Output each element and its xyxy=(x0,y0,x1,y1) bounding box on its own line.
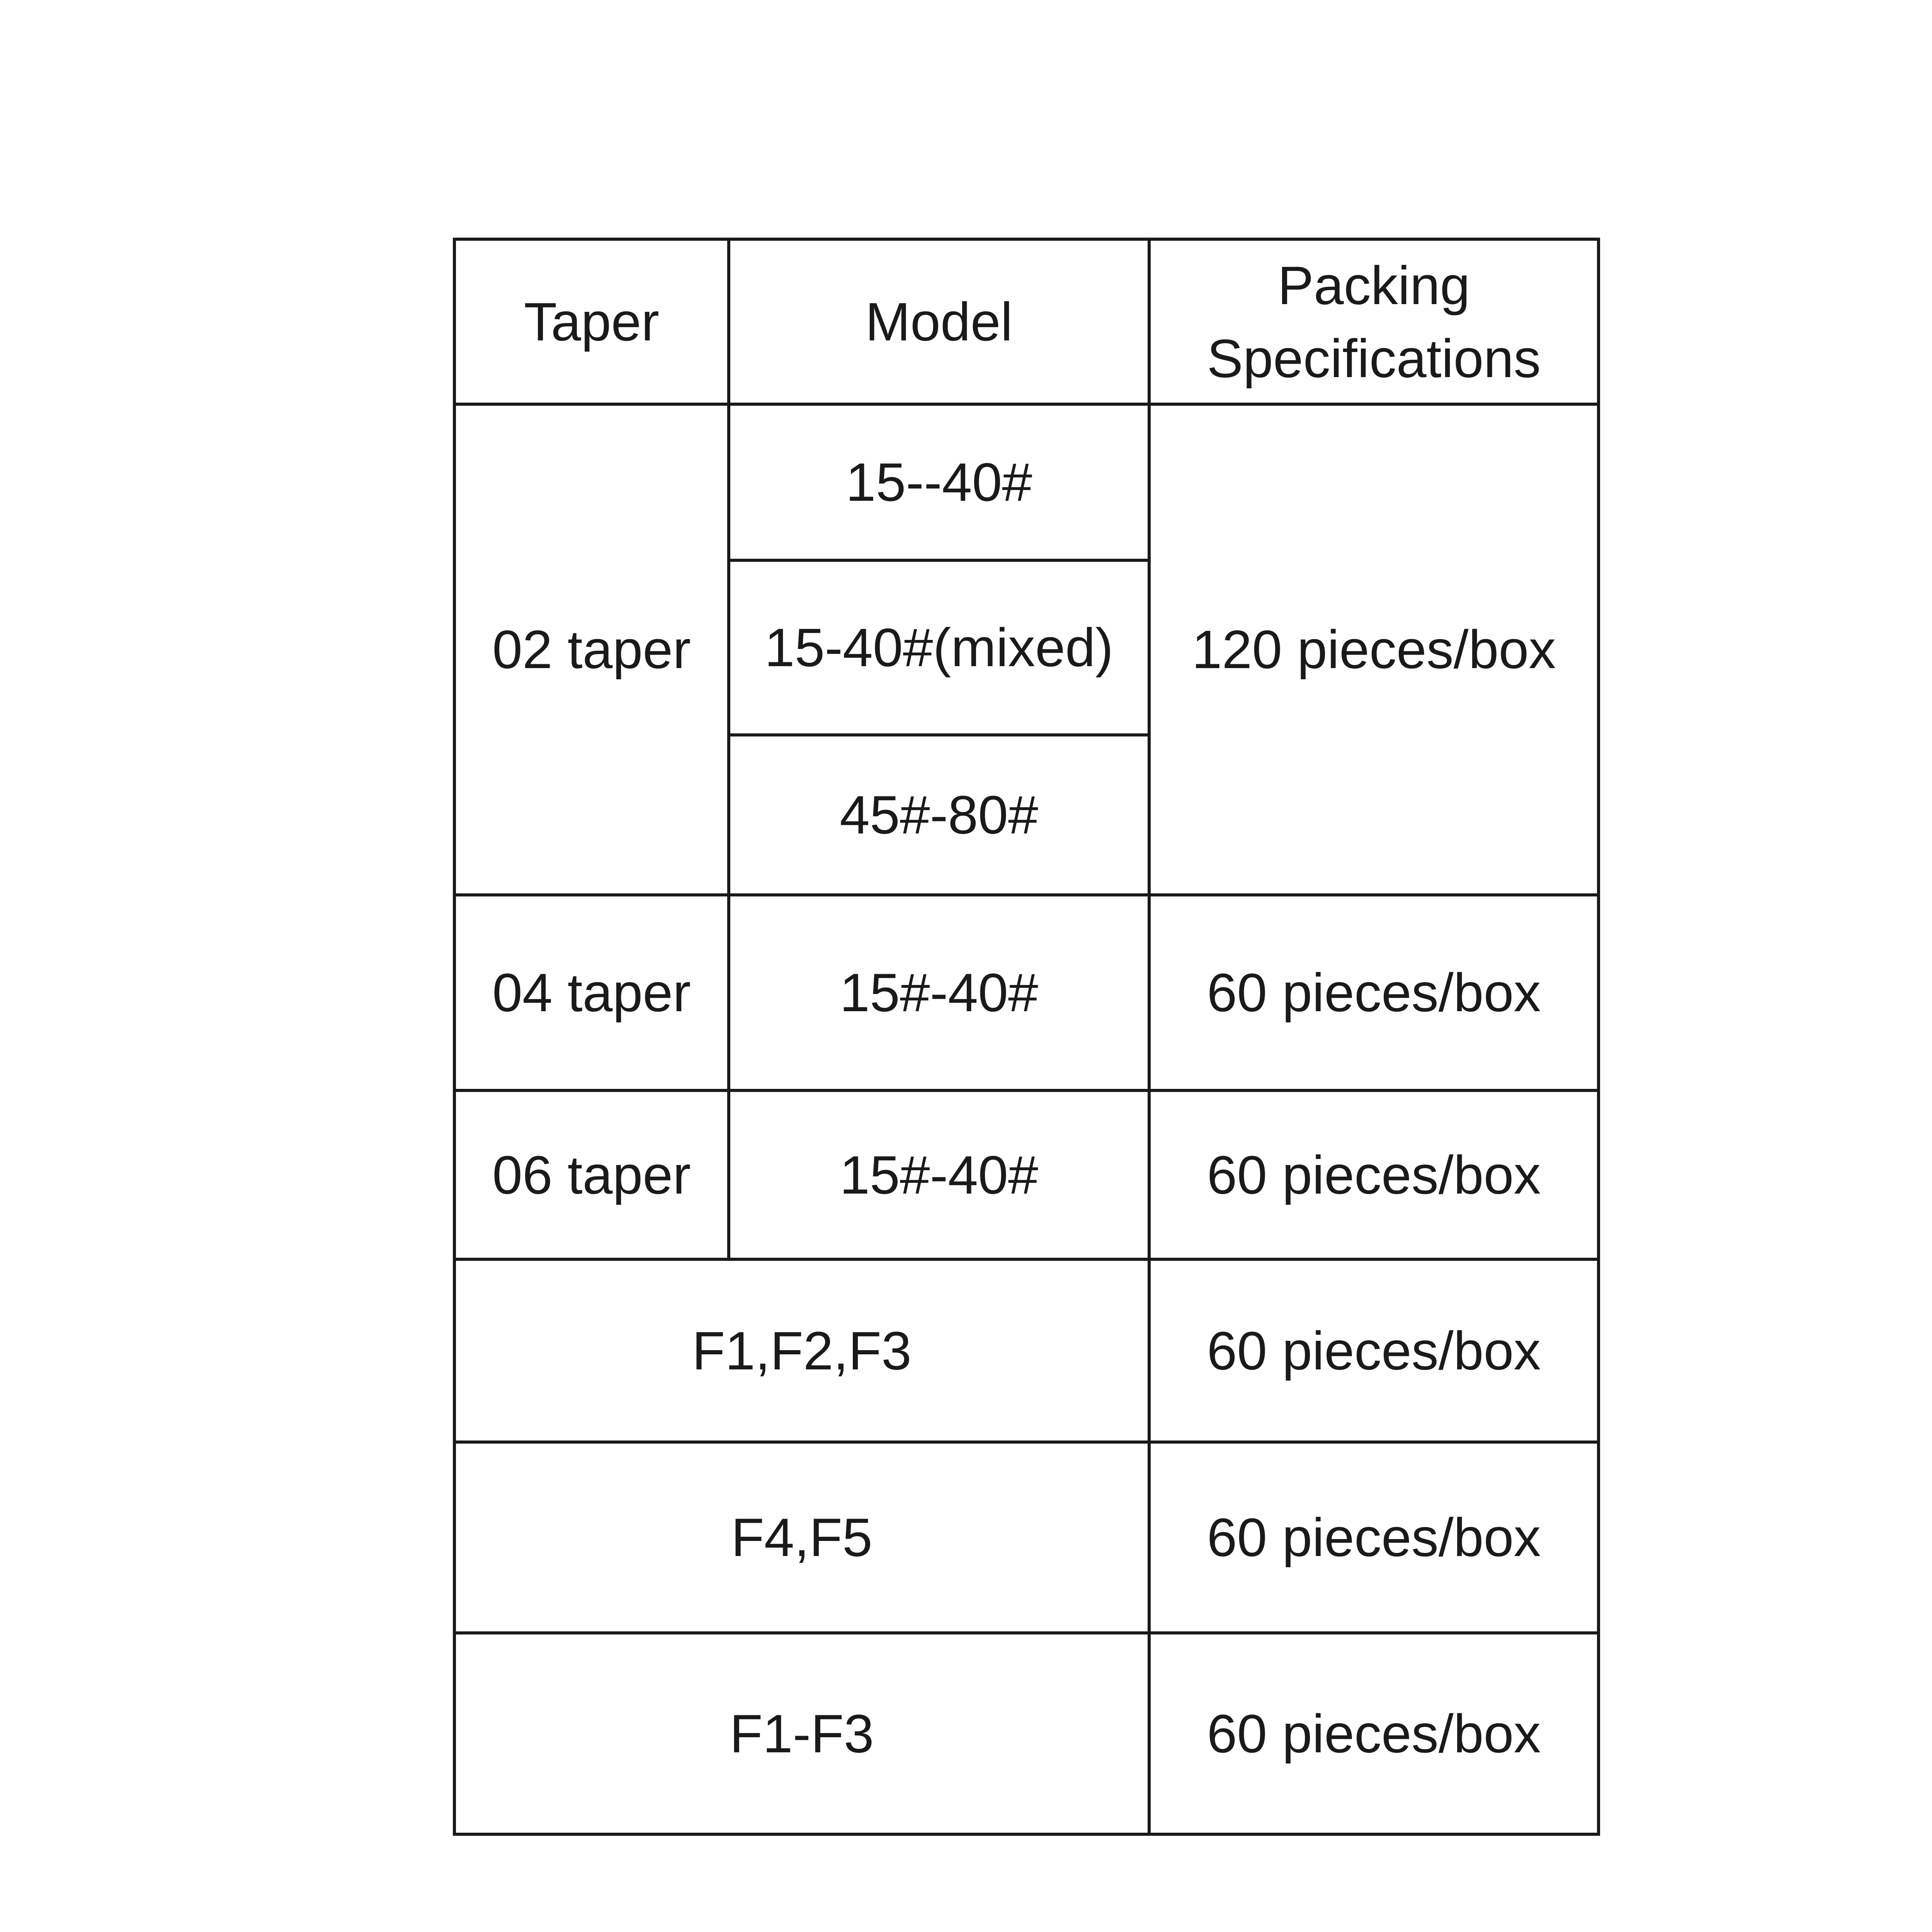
table-row xyxy=(454,895,1599,1090)
cell-taper-02: 02 taper xyxy=(454,404,729,895)
cell-model-f4-f5: F4,F5 xyxy=(454,1442,1149,1633)
cell-model-f1-f2-f3: F1,F2,F3 xyxy=(454,1259,1149,1442)
header-packing xyxy=(1149,239,1599,404)
cell-model-02-c: 45#-80# xyxy=(729,735,1149,895)
cell-packing-f4-f5: 60 pieces/box xyxy=(1149,1442,1599,1633)
cell-packing-02: 120 pieces/box xyxy=(1149,404,1599,895)
table-row xyxy=(454,1633,1599,1834)
header-taper xyxy=(454,239,729,404)
table-row xyxy=(454,1259,1599,1442)
cell-packing-f1-f3: 60 pieces/box xyxy=(1149,1633,1599,1834)
cell-taper-06: 06 taper xyxy=(454,1090,729,1259)
cell-model-04: 15#-40# xyxy=(729,895,1149,1090)
cell-packing-04: 60 pieces/box xyxy=(1149,895,1599,1090)
cell-model-f1-f3: F1-F3 xyxy=(454,1633,1149,1834)
header-packing-line2: Specifications xyxy=(1207,328,1541,389)
table-header-row xyxy=(454,239,1599,404)
header-model-label: Model xyxy=(865,291,1013,352)
cell-packing-06: 60 pieces/box xyxy=(1149,1090,1599,1259)
header-taper-label: Taper xyxy=(524,291,660,352)
header-model xyxy=(729,239,1149,404)
header-packing-line1: Packing xyxy=(1277,255,1470,316)
cell-taper-04: 04 taper xyxy=(454,895,729,1090)
packing-spec-table xyxy=(453,238,1600,1836)
table-row xyxy=(454,1090,1599,1259)
cell-model-02-a: 15--40# xyxy=(729,404,1149,560)
cell-packing-f1-f2-f3: 60 pieces/box xyxy=(1149,1259,1599,1442)
cell-model-02-b: 15-40#(mixed) xyxy=(729,560,1149,735)
table-row xyxy=(454,404,1599,560)
cell-model-06: 15#-40# xyxy=(729,1090,1149,1259)
table-row xyxy=(454,1442,1599,1633)
